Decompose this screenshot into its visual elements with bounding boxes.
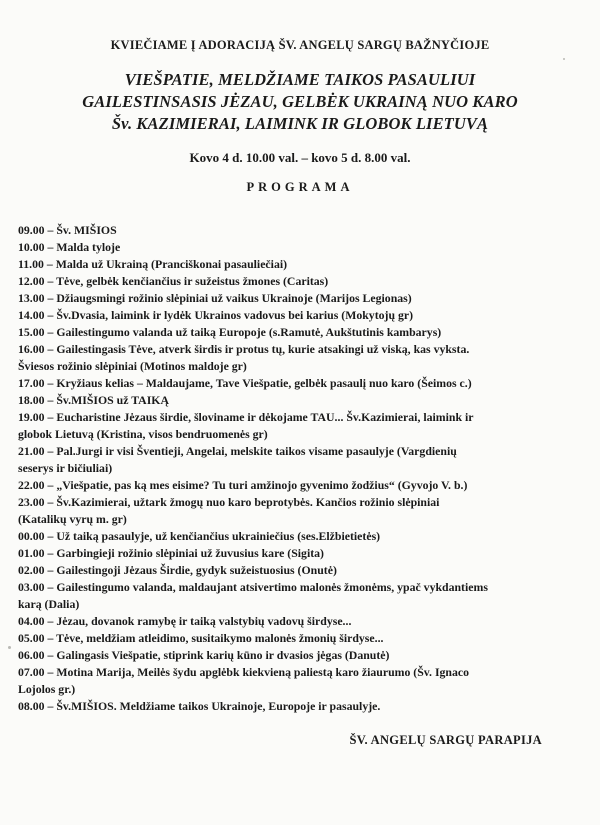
schedule-item: [18, 273, 588, 290]
schedule-item: [18, 613, 588, 630]
schedule-item-text: 09.00 – Šv. MIŠIOS: [18, 223, 117, 237]
schedule-list: [18, 222, 588, 715]
schedule-item: [18, 222, 588, 239]
invitation-heading: KVIEČIAME Į ADORACIJĄ ŠV. ANGELŲ SARGŲ BAŽNYČIOJE: [110, 38, 490, 52]
schedule-item: [18, 290, 588, 307]
schedule-item: [18, 494, 588, 528]
schedule-item: [18, 664, 588, 698]
schedule-item: [18, 307, 588, 324]
schedule-item-text: 22.00 – „Viešpatie, pas ką mes eisime? Tu turi amžinojo gyvenimo žodžius“ (Gyvojo V. b.): [18, 478, 468, 492]
schedule-item-text: 06.00 – Galingasis Viešpatie, stiprink karių kūno ir dvasios jėgas (Danutė): [18, 648, 390, 662]
schedule-item-text: 23.00 – Šv.Kazimierai, užtark žmogų nuo karo beprotybės. Kančios rožinio slėpiniai: [18, 495, 440, 509]
prayer-line-3: Šv. KAZIMIERAI, LAIMINK IR GLOBOK LIETUVĄ: [111, 114, 489, 133]
prayer-line-1: VIEŠPATIE, MELDŽIAME TAIKOS PASAULIUI: [124, 70, 476, 89]
schedule-item-text: 10.00 – Malda tyloje: [18, 240, 121, 254]
schedule-item-continuation: globok Lietuvą (Kristina, visos bendruomenės gr): [18, 427, 268, 441]
schedule-item-text: 00.00 – Už taiką pasaulyje, už kenčiančius ukrainiečius (ses.Elžbietietės): [18, 529, 381, 543]
schedule-item: [18, 239, 588, 256]
schedule-item-text: 17.00 – Kryžiaus kelias – Maldaujame, Tave Viešpatie, gelbėk pasaulį nuo karo (Šeimos c.): [18, 376, 472, 390]
schedule-item: [18, 392, 588, 409]
schedule-item-text: 16.00 – Gailestingasis Tėve, atverk širdis ir protus tų, kurie atsakingi už viską, kas vyksta.: [18, 342, 470, 356]
schedule-item-text: 01.00 – Garbingieji rožinio slėpiniai už žuvusius kare (Sigita): [18, 546, 324, 560]
program-title: PROGRAMA: [246, 180, 354, 194]
parish-signature: ŠV. ANGELŲ SARGŲ PARAPIJA: [349, 733, 542, 747]
schedule-item: [18, 647, 588, 664]
schedule-item-text: 04.00 – Jėzau, dovanok ramybę ir taiką valstybių vadovų širdyse...: [18, 614, 352, 628]
schedule-item: [18, 528, 588, 545]
schedule-item: [18, 698, 588, 715]
schedule-item: [18, 545, 588, 562]
schedule-item: [18, 324, 588, 341]
schedule-item-text: 21.00 – Pal.Jurgi ir visi Šventieji, Angelai, melskite taikos visame pasaulyje (Vargdienių: [18, 444, 457, 458]
schedule-item-text: 15.00 – Gailestingumo valanda už taiką Europoje (s.Ramutė, Aukštutinis kambarys): [18, 325, 442, 339]
schedule-item-text: 19.00 – Eucharistine Jėzaus širdie, šloviname ir dėkojame TAU... Šv.Kazimierai, laimink ir: [18, 410, 474, 424]
schedule-item-text: 03.00 – Gailestingumo valanda, maldaujant atsivertimo malonės žmonėms, ypač vykdantiems: [18, 580, 488, 594]
schedule-item-text: 05.00 – Tėve, meldžiam atleidimo, susitaikymo malonės žmonių širdyse...: [18, 631, 384, 645]
schedule-item-continuation: Lojolos gr.): [18, 682, 76, 696]
schedule-item: [18, 375, 588, 392]
schedule-item-text: 02.00 – Gailestingoji Jėzaus Širdie, gydyk sužeistuosius (Onutė): [18, 563, 337, 577]
schedule-item: [18, 409, 588, 443]
schedule-item-continuation: karą (Dalia): [18, 597, 80, 611]
schedule-item-text: 18.00 – Šv.MIŠIOS už TAIKĄ: [18, 393, 169, 407]
schedule-item-continuation: (Katalikų vyrų m. gr): [18, 512, 127, 526]
scan-speck: [8, 646, 11, 649]
schedule-item-text: 07.00 – Motina Marija, Meilės šydu apglėbk kiekvieną paliestą karo žiaurumo (Šv. Ignaco: [18, 665, 470, 679]
schedule-item-text: 13.00 – Džiaugsmingi rožinio slėpiniai už vaikus Ukrainoje (Marijos Legionas): [18, 291, 412, 305]
schedule-item-continuation: Šviesos rožinio slėpiniai (Motinos maldoje gr): [18, 359, 247, 373]
schedule-item: [18, 630, 588, 647]
schedule-item: [18, 443, 588, 477]
schedule-item-continuation: seserys ir bičiuliai): [18, 461, 113, 475]
schedule-item-text: 08.00 – Šv.MIŠIOS. Meldžiame taikos Ukrainoje, Europoje ir pasaulyje.: [18, 699, 381, 713]
event-dates: Kovo 4 d. 10.00 val. – kovo 5 d. 8.00 val.: [189, 150, 411, 165]
schedule-item-text: 11.00 – Malda už Ukrainą (Pranciškonai pasauliečiai): [18, 257, 288, 271]
schedule-item-text: 12.00 – Tėve, gelbėk kenčiančius ir sužeistus žmones (Caritas): [18, 274, 329, 288]
schedule-item: [18, 579, 588, 613]
scan-speck: [563, 58, 565, 60]
prayer-line-2: GAILESTINSASIS JĖZAU, GELBĖK UKRAINĄ NUO KARO: [82, 92, 518, 111]
schedule-item: [18, 477, 588, 494]
schedule-item: [18, 562, 588, 579]
schedule-item: [18, 341, 588, 375]
schedule-item: [18, 256, 588, 273]
schedule-item-text: 14.00 – Šv.Dvasia, laimink ir lydėk Ukrainos vadovus bei karius (Mokytojų gr): [18, 308, 414, 322]
